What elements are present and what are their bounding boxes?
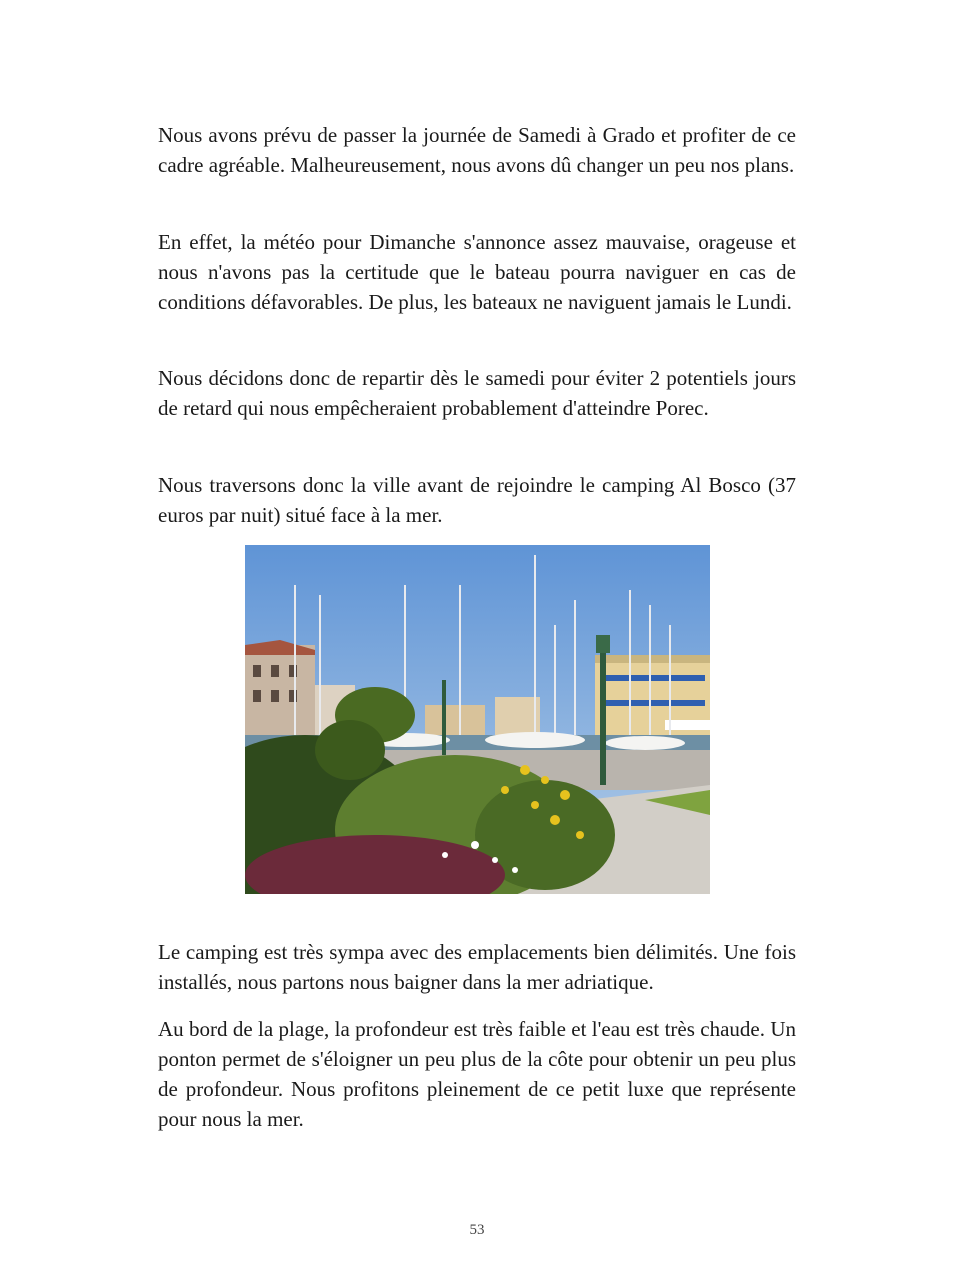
paragraph-camping: Le camping est très sympa avec des emplacements bien délimités. Une fois installés, nous partons nous baigner dans la mer adriatique. [158,940,796,994]
right-buildings [595,655,710,745]
paragraph-beach: Au bord de la plage, la profondeur est très faible et l'eau est très chaude. Un ponton permet de s'éloigner un peu plus de la côte pour obtenir un peu plus de profondeur. Nous profitons pleinement de ce petit luxe que représente pour nous la mer. [158,1017,796,1131]
paragraph-decision: Nous décidons donc de repartir dès le samedi pour éviter 2 potentiels jours de retard qui nous empêcheraient probablement d'atteindre Porec. [158,366,796,420]
paragraph-weather: En effet, la météo pour Dimanche s'annonce assez mauvaise, orageuse et nous n'avons pas la certitude que le bateau pourra naviguer en cas de conditions défavorables. De plus, les bateaux ne naviguent jamais le Lundi. [158,230,796,314]
page-number: 53 [469,1222,485,1238]
harbor-photo [245,545,710,894]
paragraph-camping-arrival: Nous traversons donc la ville avant de rejoindre le camping Al Bosco (37 euros par nuit) situé face à la mer. [158,473,796,527]
paragraph-grado-plans: Nous avons prévu de passer la journée de Samedi à Grado et profiter de ce cadre agréable. Malheureusement, nous avons dû changer un peu nos plans. [158,123,796,177]
